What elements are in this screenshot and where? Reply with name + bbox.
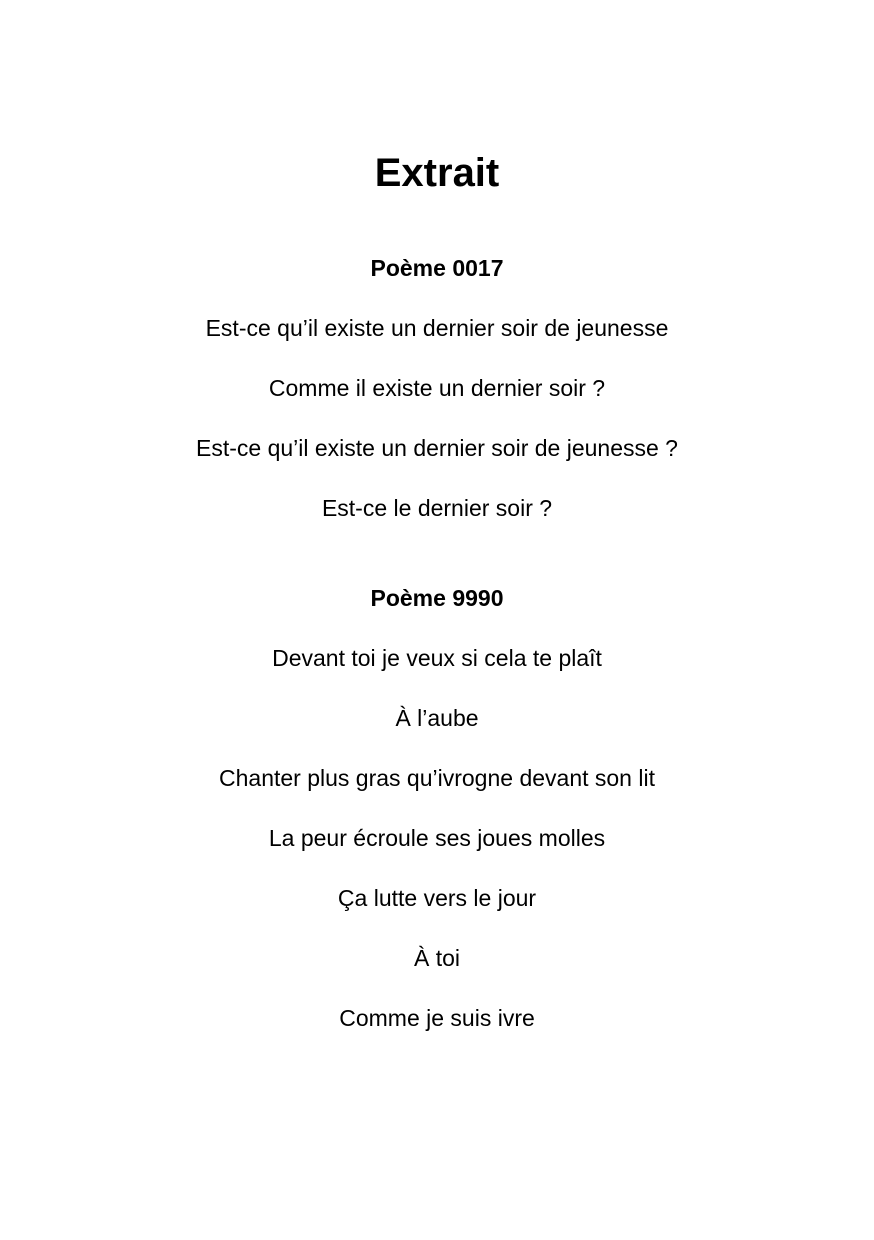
page-title: Extrait bbox=[374, 151, 500, 195]
poem-line: Est-ce qu’il existe un dernier soir de jeunesse bbox=[205, 315, 669, 341]
poem-9990 bbox=[0, 580, 874, 1060]
poem-line: Chanter plus gras qu’ivrogne devant son lit bbox=[219, 765, 655, 791]
poem-line: Comme je suis ivre bbox=[339, 1005, 535, 1031]
poem-line: Comme il existe un dernier soir ? bbox=[268, 375, 606, 401]
poem-line: Ça lutte vers le jour bbox=[337, 885, 537, 911]
poem-line: À toi bbox=[413, 945, 461, 971]
poem-heading: Poème 9990 bbox=[370, 585, 504, 611]
poem-0017 bbox=[0, 250, 874, 550]
poem-line: La peur écroule ses joues molles bbox=[268, 825, 606, 851]
poem-heading: Poème 0017 bbox=[370, 255, 504, 281]
poem-line: Devant toi je veux si cela te plaît bbox=[272, 645, 602, 671]
poem-line: Est-ce le dernier soir ? bbox=[321, 495, 553, 521]
poem-line: À l’aube bbox=[395, 705, 479, 731]
poem-line: Est-ce qu’il existe un dernier soir de jeunesse ? bbox=[196, 435, 678, 461]
